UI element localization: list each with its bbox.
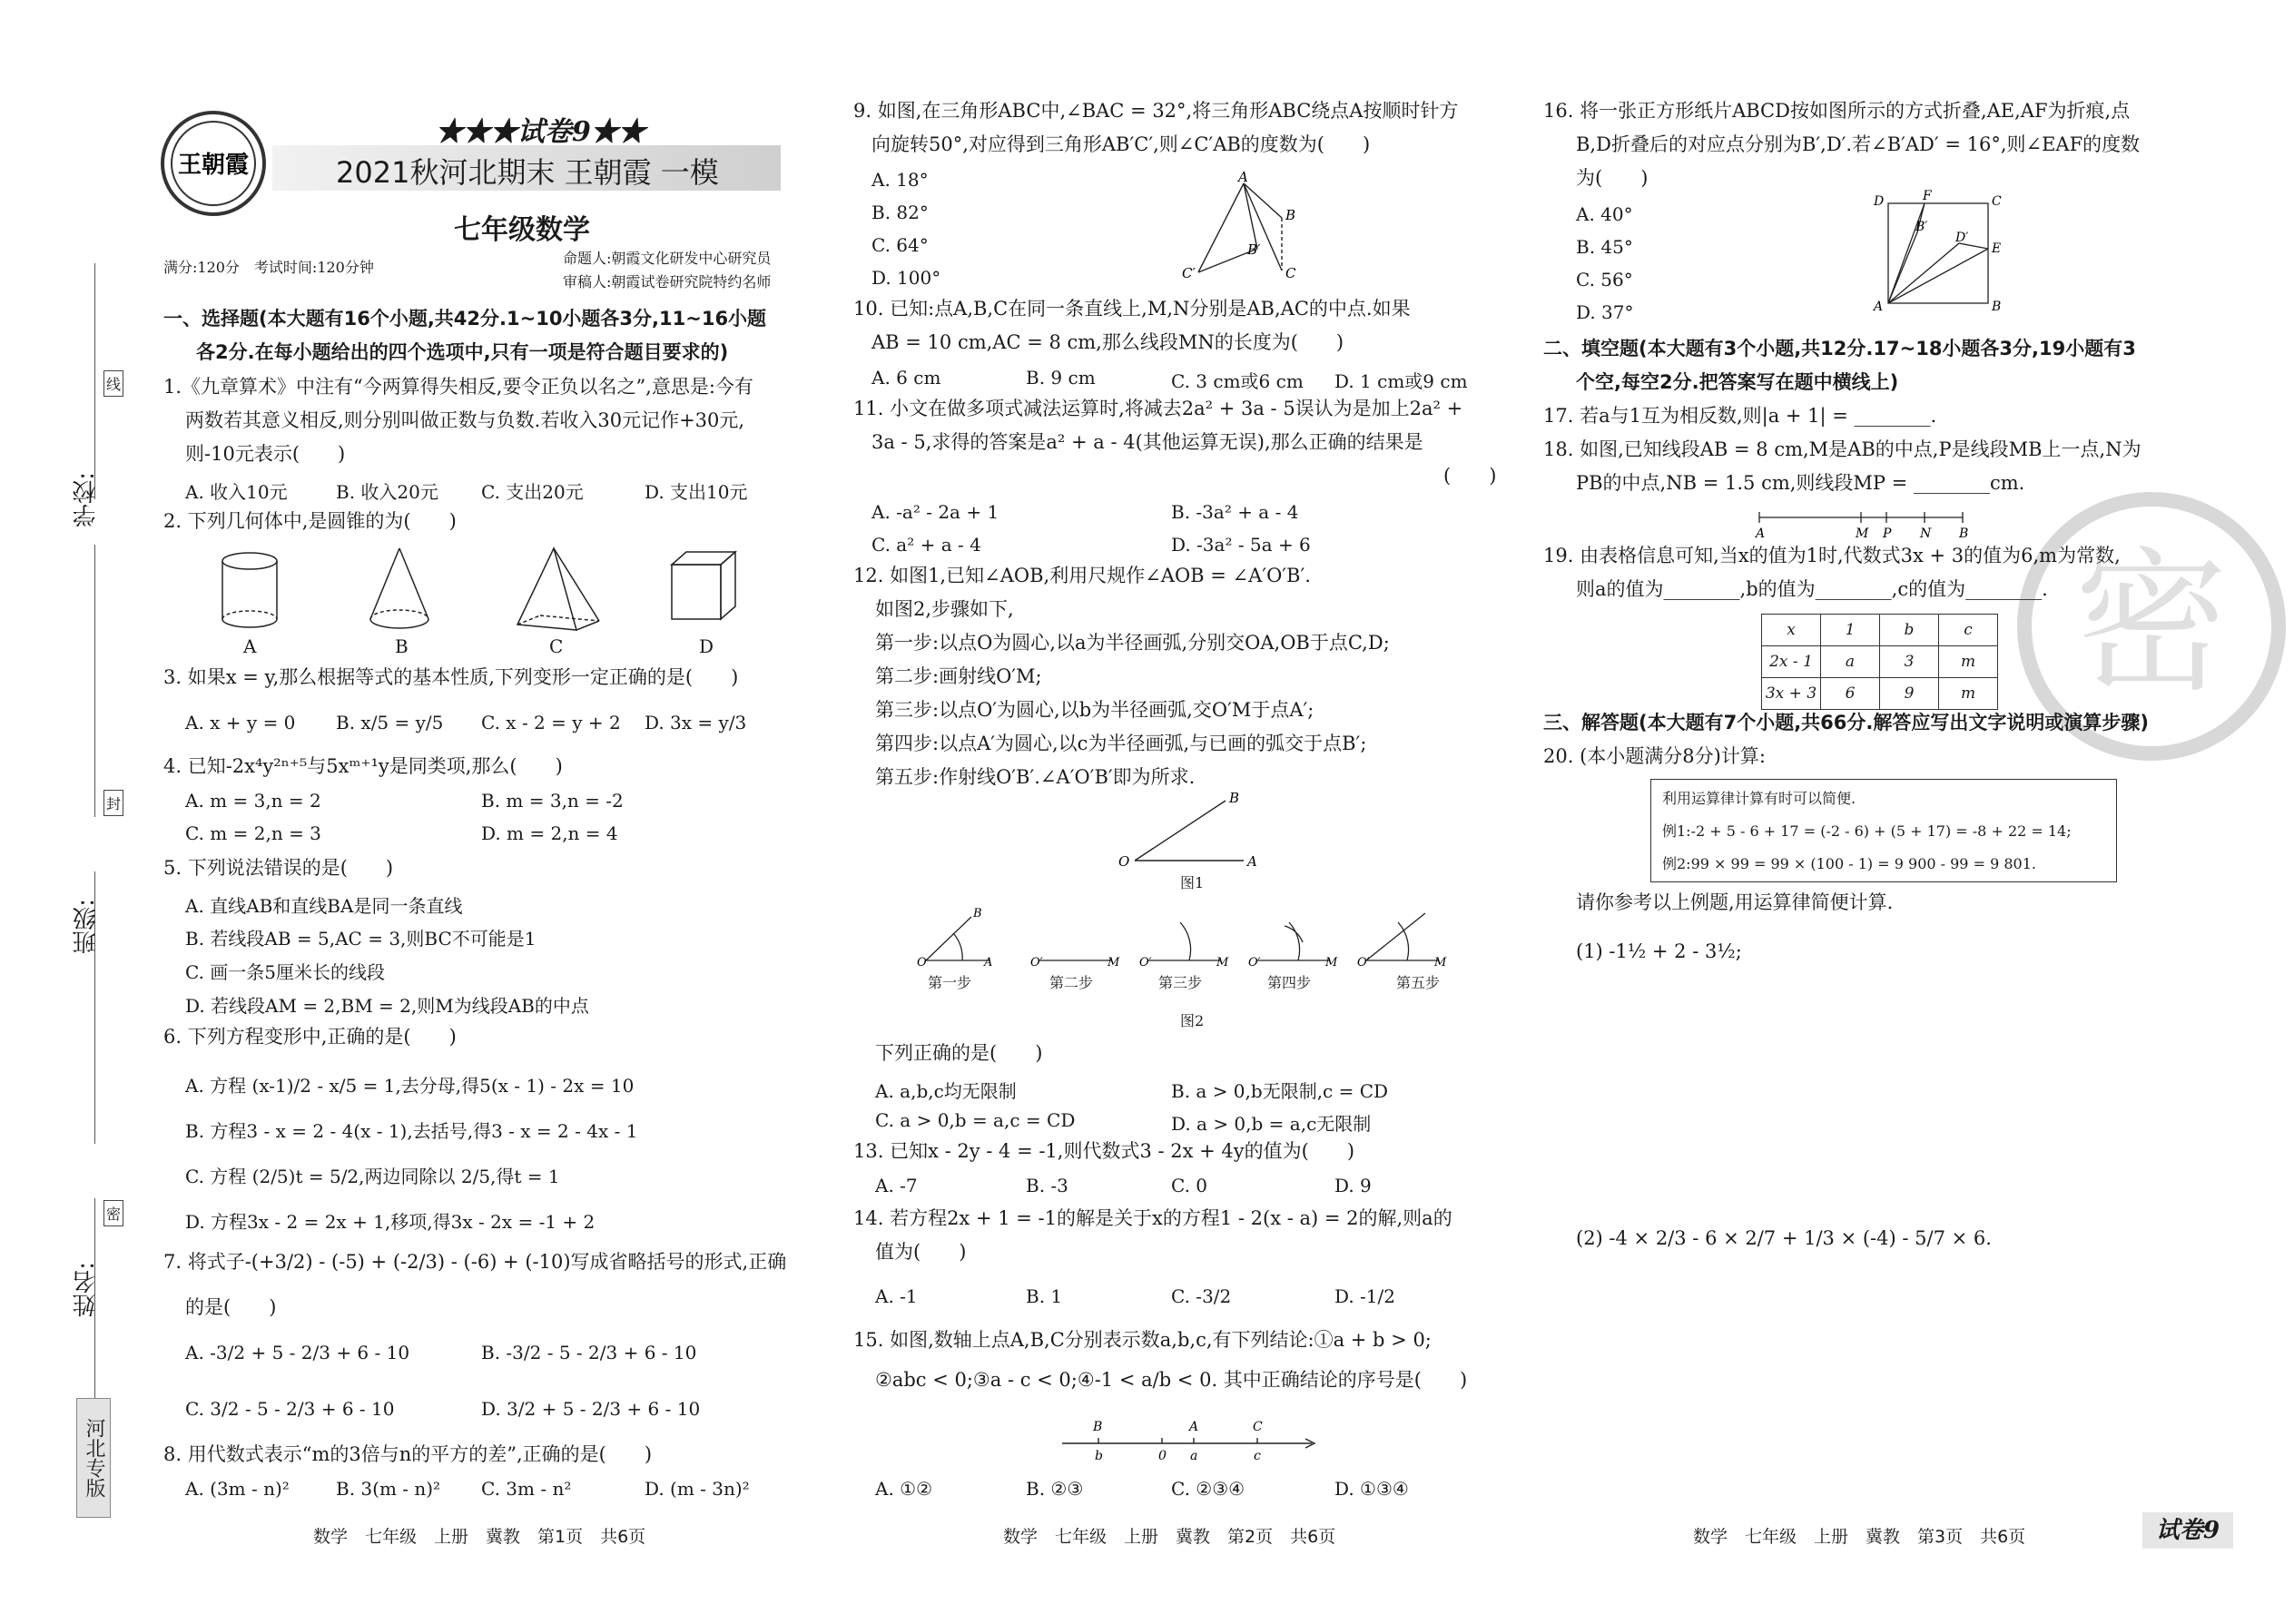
option: A. -7 xyxy=(875,1175,918,1196)
page-footer: 数学 七年级 上册 冀教 第2页 共6页 xyxy=(1003,1527,1336,1547)
option: D. -3a² - 5a + 6 xyxy=(1171,534,1311,556)
option: A. -a² - 2a + 1 xyxy=(871,501,999,523)
question-14-text: 值为( ) xyxy=(875,1241,967,1263)
question-7-text: 的是( ) xyxy=(185,1296,277,1318)
svg-text:B: B xyxy=(1959,527,1969,541)
svg-text:M: M xyxy=(1216,956,1229,969)
question-8: 8. 用代数式表示“m的3倍与n的平方的差”,正确的是( ) xyxy=(163,1443,653,1465)
question-18: 18. 如图,已知线段AB = 8 cm,M是AB的中点,P是线段MB上一点,N为 xyxy=(1543,438,2141,460)
svg-text:M: M xyxy=(1325,956,1338,969)
question-15: 15. 如图,数轴上点A,B,C分别表示数a,b,c,有下列结论:①a + b > 0; xyxy=(853,1329,1432,1351)
option: A. ①② xyxy=(875,1478,933,1500)
question-16-text: 为( ) xyxy=(1576,167,1649,189)
svg-text:c: c xyxy=(1254,1449,1261,1463)
option: C. 64° xyxy=(871,234,929,256)
question-14: 14. 若方程2x + 1 = -1的解是关于x的方程1 - 2(x - a) = 2的解,则a的 xyxy=(853,1207,1452,1229)
option: B. a > 0,b无限制,c = CD xyxy=(1171,1080,1389,1102)
seal-mark: 封 xyxy=(103,790,123,816)
svg-text:A: A xyxy=(984,956,993,969)
option: B. 若线段AB = 5,AC = 3,则BC不可能是1 xyxy=(185,928,537,950)
svg-text:O′: O′ xyxy=(1248,956,1261,969)
svg-text:D: D xyxy=(1874,194,1885,209)
svg-text:A: A xyxy=(1874,300,1884,314)
question-1: 1.《九章算术》中注有“今两算得失相反,要令正负以名之”,意思是:今有 xyxy=(163,376,753,398)
svg-text:E: E xyxy=(1992,241,2002,256)
option: D. 方程3x - 2 = 2x + 1,移项,得3x - 2x = -1 + 2 xyxy=(185,1211,596,1233)
question-12: 12. 如图1,已知∠AOB,利用尺规作∠AOB = ∠A′O′B′. xyxy=(853,565,1311,586)
question-20-instruction: 请你参考以上例题,用运算律简便计算. xyxy=(1576,891,1894,913)
option: A. -3/2 + 5 - 2/3 + 6 - 10 xyxy=(185,1342,410,1363)
option: A. a,b,c均无限制 xyxy=(875,1080,1017,1102)
step-label: 第四步 xyxy=(1267,974,1312,991)
question-15-text: ②abc < 0;③a - c < 0;④-1 < a/b < 0. 其中正确结论的序号是( ) xyxy=(875,1369,1468,1391)
binding-line xyxy=(94,263,95,499)
svg-text:B: B xyxy=(1093,1420,1103,1434)
figure-label: C xyxy=(549,635,564,657)
subject-title: 七年级数学 xyxy=(454,214,590,246)
column-2 xyxy=(853,0,1507,1624)
figure-label: D xyxy=(699,635,714,657)
svg-text:a: a xyxy=(1190,1449,1198,1463)
step-label: 第二步 xyxy=(1049,974,1094,991)
option: A. x + y = 0 xyxy=(185,712,296,733)
svg-text:M: M xyxy=(1856,527,1869,541)
option: C. x - 2 = y + 2 xyxy=(481,712,621,733)
question-18-text: PB的中点,NB = 1.5 cm,则线段MP = ________cm. xyxy=(1576,472,2025,494)
seal-mark: 密 xyxy=(103,1200,123,1226)
svg-text:B′: B′ xyxy=(1915,220,1928,234)
option: B. 82° xyxy=(871,202,929,223)
svg-text:O′: O′ xyxy=(1357,956,1370,969)
step-text: 第四步:以点A′为圆心,以c为半径画弧,与已画的弧交于点B′; xyxy=(875,733,1367,754)
svg-text:B: B xyxy=(1992,300,2002,314)
svg-text:M: M xyxy=(1108,956,1120,969)
option: D. 3x = y/3 xyxy=(645,712,747,733)
svg-text:O′: O′ xyxy=(1030,956,1043,969)
option: A. 18° xyxy=(871,169,929,191)
svg-text:M: M xyxy=(1434,956,1447,969)
page-footer: 数学 七年级 上册 冀教 第1页 共6页 xyxy=(313,1527,646,1547)
score-time: 满分:120分 考试时间:120分钟 xyxy=(163,259,374,276)
column-1 xyxy=(163,0,817,1624)
figure-label: B xyxy=(395,635,409,657)
option: A. -1 xyxy=(875,1285,918,1307)
option: A. 6 cm xyxy=(871,367,941,389)
question-2: 2. 下列几何体中,是圆锥的为( ) xyxy=(163,510,457,532)
section-heading: 二、填空题(本大题有3个小题,共12分.17~18小题各3分,19小题有3 xyxy=(1543,338,2136,359)
svg-text:F: F xyxy=(1923,189,1932,203)
class-label: 班级: xyxy=(73,899,100,954)
svg-text:C: C xyxy=(1992,194,2002,209)
option: A. m = 3,n = 2 xyxy=(185,790,321,812)
option: B. 9 cm xyxy=(1026,367,1096,389)
option: B. -3a² + a - 4 xyxy=(1171,501,1299,523)
option: D. ①③④ xyxy=(1334,1478,1409,1500)
option: C. 方程 (2/5)t = 5/2,两边同除以 2/5,得t = 1 xyxy=(185,1166,560,1187)
region-badge: 河北专版 xyxy=(76,1398,111,1518)
paper-tag: 试卷9 xyxy=(2142,1512,2233,1549)
figure-label: A xyxy=(243,635,257,657)
option: C. 0 xyxy=(1171,1175,1208,1196)
option: D. 支出10元 xyxy=(645,481,748,503)
section-heading: 三、解答题(本大题有7个小题,共66分.解答应写出文字说明或演算步骤) xyxy=(1543,712,2149,733)
section-heading: 各2分.在每小题给出的四个选项中,只有一项是符合题目要求的) xyxy=(196,341,729,363)
question-6: 6. 下列方程变形中,正确的是( ) xyxy=(163,1026,457,1048)
option: D. 9 xyxy=(1334,1175,1372,1196)
option: B. 收入20元 xyxy=(336,481,438,503)
question-1-text: 两数若其意义相反,则分别叫做正数与负数.若收入30元记作+30元, xyxy=(185,409,745,431)
question-11: 11. 小文在做多项式减法运算时,将减去2a² + 3a - 5误认为是加上2a² + xyxy=(853,398,1463,419)
segment-figure xyxy=(1752,507,1970,543)
svg-text:王朝霞: 王朝霞 xyxy=(177,152,250,179)
option: D. 若线段AM = 2,BM = 2,则M为线段AB的中点 xyxy=(185,995,589,1017)
option: C. a > 0,b = a,c = CD xyxy=(875,1109,1076,1131)
paper-label: ★★★试卷9★★ xyxy=(436,116,645,148)
option: D. -1/2 xyxy=(1334,1285,1395,1307)
option: D. 100° xyxy=(871,267,941,289)
option: A. 收入10元 xyxy=(185,481,288,503)
seal-mark: 线 xyxy=(103,370,123,397)
question-20-part-2: (2) -4 × 2/3 - 6 × 2/7 + 1/3 × (-4) - 5/7 × 6. xyxy=(1576,1227,1992,1249)
step-text: 第二步:画射线O′M; xyxy=(875,665,1042,687)
svg-text:C: C xyxy=(1253,1420,1263,1434)
question-12-ask: 下列正确的是( ) xyxy=(875,1042,1043,1064)
option: D. 3/2 + 5 - 2/3 + 6 - 10 xyxy=(481,1398,701,1420)
svg-text:D′: D′ xyxy=(1955,231,1969,245)
section-heading: 个空,每空2分.把答案写在题中横线上) xyxy=(1576,371,1899,393)
binding-line xyxy=(94,545,95,817)
column-3 xyxy=(1543,0,2233,1624)
question-16: 16. 将一张正方形纸片ABCD按如图所示的方式折叠,AE,AF为折痕,点 xyxy=(1543,100,2131,122)
option: B. ②③ xyxy=(1026,1478,1084,1500)
option: D. a > 0,b = a,c无限制 xyxy=(1171,1113,1372,1135)
question-20-part-1: (1) -1½ + 2 - 3½; xyxy=(1576,940,1742,962)
option: B. x/5 = y/5 xyxy=(336,712,444,733)
svg-text:A: A xyxy=(1238,169,1248,185)
construction-steps-figure xyxy=(917,906,1447,969)
svg-text:O: O xyxy=(917,956,927,969)
question-4: 4. 已知-2x⁴y²ⁿ⁺⁵与5xᵐ⁺¹y是同类项,那么( ) xyxy=(163,755,563,777)
option: C. 支出20元 xyxy=(481,481,584,503)
svg-text:0: 0 xyxy=(1158,1449,1167,1463)
option: D. 37° xyxy=(1576,301,1634,323)
option: B. -3 xyxy=(1026,1175,1068,1196)
step-text: 第一步:以点O为圆心,以a为半径画弧,分别交OA,OB于点C,D; xyxy=(875,632,1390,654)
exam-title: 2021秋河北期末 王朝霞 一模 xyxy=(336,155,719,190)
solids-figure xyxy=(218,545,799,645)
option: A. 方程 (x-1)/2 - x/5 = 1,去分母,得5(x - 1) - 2x = 10 xyxy=(185,1075,635,1097)
step-text: 如图2,步骤如下, xyxy=(875,598,1014,620)
question-10-text: AB = 10 cm,AC = 8 cm,那么线段MN的长度为( ) xyxy=(871,331,1344,353)
option: B. -3/2 - 5 - 2/3 + 6 - 10 xyxy=(481,1342,697,1363)
name-label: 姓名: xyxy=(73,1262,100,1317)
option: A. 直线AB和直线BA是同一条直线 xyxy=(185,895,463,917)
question-10: 10. 已知:点A,B,C在同一条直线上,M,N分别是AB,AC的中点.如果 xyxy=(853,298,1411,320)
option: D. (m - 3n)² xyxy=(645,1478,750,1500)
svg-text:O′: O′ xyxy=(1139,956,1152,969)
answer-bracket: ( ) xyxy=(1443,465,1497,487)
question-1-text: 则-10元表示( ) xyxy=(185,443,346,465)
figure-caption: 图2 xyxy=(1180,1012,1205,1029)
question-9-text: 向旋转50°,对应得到三角形AB′C′,则∠C′AB的度数为( ) xyxy=(871,133,1371,155)
option: C. m = 2,n = 3 xyxy=(185,822,321,844)
example-line: 例1:-2 + 5 - 6 + 17 = (-2 - 6) + (5 + 17) = -8 + 22 = 14; xyxy=(1662,822,2072,840)
svg-text:N: N xyxy=(1920,527,1932,541)
option: B. 45° xyxy=(1576,236,1633,258)
example-line: 利用运算律计算有时可以简便. xyxy=(1662,790,1856,807)
step-text: 第三步:以点O′为圆心,以b为半径画弧,交O′M于点A′; xyxy=(875,699,1314,721)
svg-text:O: O xyxy=(1118,853,1130,870)
svg-text:C′: C′ xyxy=(1182,265,1196,281)
option: B. 3(m - n)² xyxy=(336,1478,441,1500)
number-line-figure xyxy=(1053,1407,1325,1471)
school-label: 学校: xyxy=(73,472,100,527)
rotation-figure xyxy=(1180,169,1307,290)
step-label: 第三步 xyxy=(1158,974,1203,991)
question-13: 13. 已知x - 2y - 4 = -1,则代数式3 - 2x + 4y的值为( ) xyxy=(853,1140,1355,1162)
author-line: 命题人:朝霞文化研发中心研究员 xyxy=(563,250,772,267)
question-17: 17. 若a与1互为相反数,则|a + 1| = ________. xyxy=(1543,405,1937,427)
option: A. 40° xyxy=(1576,203,1633,225)
example-line: 例2:99 × 99 = 99 × (100 - 1) = 9 900 - 99 = 9 801. xyxy=(1662,855,2036,872)
page-footer: 数学 七年级 上册 冀教 第3页 共6页 xyxy=(1693,1527,2026,1547)
svg-text:A: A xyxy=(1756,527,1766,541)
question-19: 19. 由表格信息可知,当x的值为1时,代数式3x + 3的值为6,m为常数, xyxy=(1543,545,2121,566)
reviewer-line: 审稿人:朝霞试卷研究院特约名师 xyxy=(563,273,772,290)
angle-figure-1 xyxy=(1117,790,1262,871)
svg-text:B′: B′ xyxy=(1247,241,1261,258)
svg-text:B: B xyxy=(1285,207,1296,223)
value-table: x 1 b c 2x - 1 a 3 m 3x + 3 6 9 m xyxy=(1761,614,1998,710)
step-label: 第五步 xyxy=(1396,974,1441,991)
section-heading: 一、选择题(本大题有16个小题,共42分.1~10小题各3分,11~16小题 xyxy=(163,308,767,330)
option: C. 3 cm或6 cm xyxy=(1171,370,1304,392)
step-label: 第一步 xyxy=(928,974,972,991)
svg-text:A: A xyxy=(1247,853,1257,870)
question-9: 9. 如图,在三角形ABC中,∠BAC = 32°,将三角形ABC绕点A按顺时针方 xyxy=(853,100,1459,122)
svg-text:B: B xyxy=(1229,790,1240,806)
question-3: 3. 如果x = y,那么根据等式的基本性质,下列变形一定正确的是( ) xyxy=(163,666,739,688)
question-11-text: 3a - 5,求得的答案是a² + a - 4(其他运算无误),那么正确的结果是 xyxy=(871,431,1423,453)
question-7: 7. 将式子-(+3/2) - (-5) + (-2/3) - (-6) + (-10)写成省略括号的形式,正确 xyxy=(163,1251,787,1273)
folding-square-figure xyxy=(1870,187,2006,314)
svg-text:B: B xyxy=(973,907,982,920)
option: A. (3m - n)² xyxy=(185,1478,290,1500)
question-16-text: B,D折叠后的对应点分别为B′,D′.若∠B′AD′ = 16°,则∠EAF的度数 xyxy=(1576,133,2141,155)
svg-text:P: P xyxy=(1883,527,1892,541)
option: B. 方程3 - x = 2 - 4(x - 1),去括号,得3 - x = 2 - 4x - 1 xyxy=(185,1120,638,1142)
option: C. -3/2 xyxy=(1171,1285,1232,1307)
svg-text:b: b xyxy=(1095,1449,1103,1463)
svg-text:密: 密 xyxy=(2073,534,2230,714)
step-text: 第五步:作射线O′B′.∠A′O′B′即为所求. xyxy=(875,766,1196,788)
option: C. 3m - n² xyxy=(481,1478,572,1500)
option: C. 画一条5厘米长的线段 xyxy=(185,961,386,983)
option: C. 3/2 - 5 - 2/3 + 6 - 10 xyxy=(185,1398,395,1420)
option: B. 1 xyxy=(1026,1285,1063,1307)
option: C. ②③④ xyxy=(1171,1478,1245,1500)
option: D. m = 2,n = 4 xyxy=(481,822,618,844)
option: C. 56° xyxy=(1576,269,1633,290)
question-20: 20. (本小题满分8分)计算: xyxy=(1543,745,1766,767)
question-5: 5. 下列说法错误的是( ) xyxy=(163,857,394,879)
question-19-text: 则a的值为________,b的值为________,c的值为________. xyxy=(1576,578,2048,600)
option: C. a² + a - 4 xyxy=(871,534,981,556)
figure-caption: 图1 xyxy=(1180,874,1205,891)
svg-text:A: A xyxy=(1189,1420,1199,1434)
option: B. m = 3,n = -2 xyxy=(481,790,624,812)
svg-text:C: C xyxy=(1285,265,1296,281)
example-box xyxy=(1650,779,2117,882)
option: D. 1 cm或9 cm xyxy=(1334,370,1468,392)
